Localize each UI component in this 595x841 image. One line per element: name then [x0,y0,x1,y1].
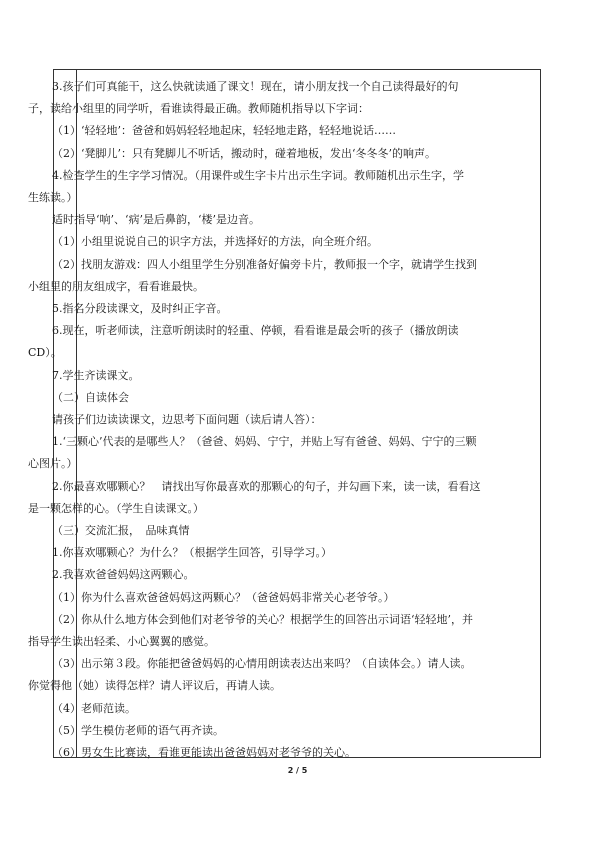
paragraph-line: 小组里的朋友组成字，看看谁最快。 [28,279,204,293]
paragraph-line: 5.指名分段读课文，及时纠正字音。 [52,302,228,316]
paragraph-line: 心图片。） [28,457,78,471]
paragraph-line: 7.学生齐读课文。 [52,368,140,382]
paragraph-line: （5）学生模仿老师的语气再齐读。 [52,723,224,737]
paragraph-line: （1）小组里说说自己的识字方法，并选择好的方法，向全班介绍。 [52,235,378,249]
paragraph-line: （2）找朋友游戏：四人小组里学生分别准备好偏旁卡片，教师报一个字，就请学生找到 [52,257,477,271]
paragraph-line: （4）老师范读。 [52,701,136,715]
paragraph-line: 是一颗怎样的心。（学生自读课文。） [28,501,204,515]
paragraph-line: 3.孩子们可真能干，这么快就读通了课文！现在，请小朋友找一个自己读得最好的句 [52,80,459,93]
paragraph-line: （2）你从什么地方体会到他们对老爷爷的关心？根据学生的回答出示词语‘轻轻地’，并 [52,612,473,626]
paragraph-line: 生练读。） [28,191,78,205]
paragraph-line: （6）男女生比赛读，看谁更能读出爸爸妈妈对老爷爷的关心。 [52,746,356,760]
lesson-text-body [28,76,538,764]
paragraph-line: 子，读给小组里的同学听，看谁读得最正确。教师随机指导以下字词： [28,102,369,116]
paragraph-line: （1）你为什么喜欢爸爸妈妈这两颗心？（爸爸妈妈非常关心老爷爷。） [52,590,395,604]
paragraph-line: 1.你喜欢哪颗心？为什么？（根据学生回答，引导学习。） [52,546,332,560]
paragraph-line: 4.检查学生的生字学习情况。（用课件或生字卡片出示生字词。教师随机出示生字，学 [52,168,464,182]
paragraph-line: 适时指导‘响’、‘病’是后鼻韵，‘楼’是边音。 [52,213,260,227]
paragraph-line: 请孩子们边读读课文，边思考下面问题（读后请人答）： [52,413,322,427]
paragraph-line: （3）出示第３段。你能把爸爸妈妈的心情用朗读表达出来吗？（自读体会。）请人读。 [52,657,472,671]
paragraph-line: （2）‘凳脚儿’：只有凳脚儿不听话，搬动时，碰着地板，发出‘冬冬冬’的响声。 [52,146,436,160]
paragraph-line: 指导学生读出轻柔、小心翼翼的感觉。 [28,635,215,649]
paragraph-line: 6.现在，听老师读，注意听朗读时的轻重、停顿，看看谁是最会听的孩子（播放朗读 [52,324,459,338]
paragraph-line: （二）自读体会 [52,390,129,404]
page-number: 2 / 5 [287,766,308,775]
paragraph-line: （1）‘轻轻地’：爸爸和妈妈轻轻地起床，轻轻地走路，轻轻地说话…… [52,124,396,138]
paragraph-line: 你觉得他（她）读得怎样？请人评议后，再请人读。 [28,679,281,693]
paragraph-line: 2.我喜欢爸爸妈妈这两颗心。 [52,568,195,582]
paragraph-line: 2.你最喜欢哪颗心？ 请找出写你最喜欢的那颗心的句子，并勾画下来，读一读，看看这 [52,479,481,493]
paragraph-line: 1.‘三颗心’代表的是哪些人？（爸爸、妈妈、宁宁，并贴上写有爸爸、妈妈、宁宁的三颗 [52,435,477,449]
paragraph-line: （三）交流汇报， 品味真情 [52,524,190,538]
paragraph-line: CD）。 [28,346,62,360]
